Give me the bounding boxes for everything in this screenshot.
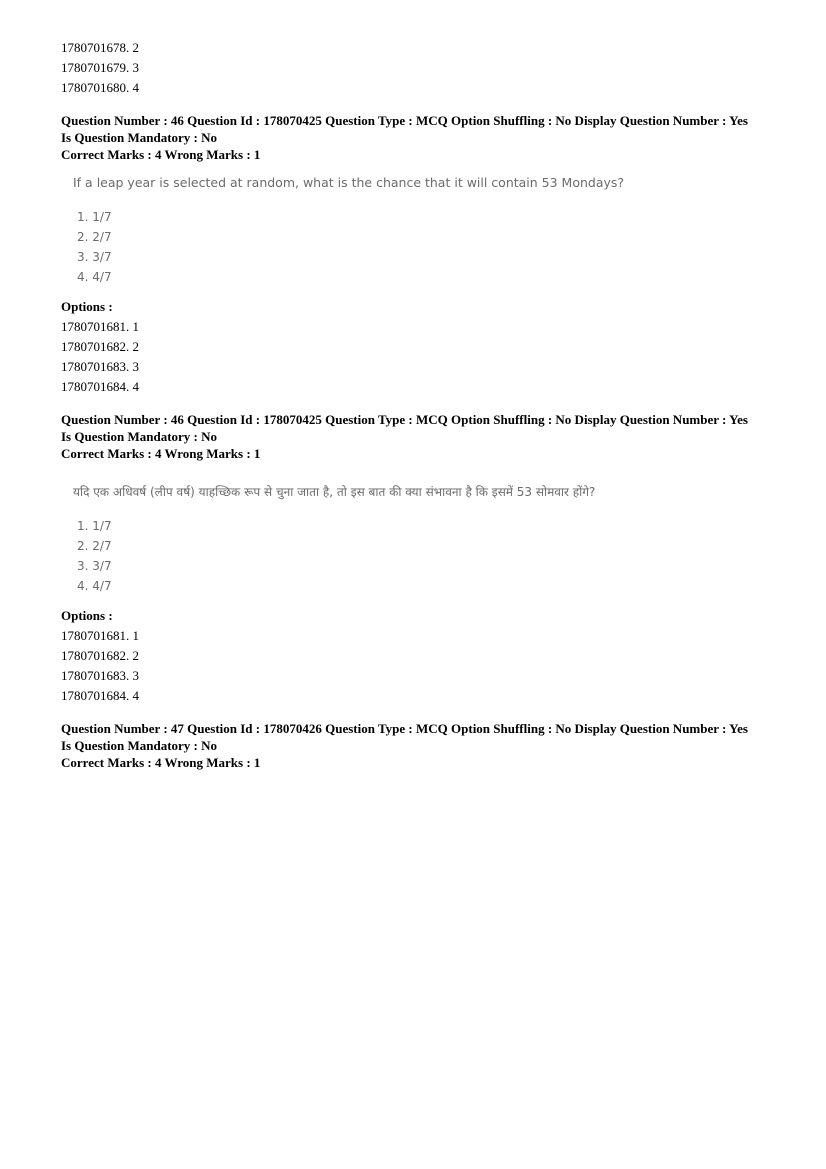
- option-line: 1780701681. 1: [61, 628, 139, 643]
- option-line: 1780701679. 3: [61, 60, 139, 75]
- document-page: [61, 38, 781, 771]
- choice-item: 1. 1/7: [77, 210, 112, 224]
- question-image: [73, 173, 781, 287]
- question-marks: Correct Marks : 4 Wrong Marks : 1: [61, 147, 261, 162]
- question-header: [61, 112, 781, 163]
- choice-item: 3. 3/7: [77, 559, 112, 573]
- option-line: 1780701684. 4: [61, 688, 139, 703]
- question-mandatory: Is Question Mandatory : No: [61, 130, 218, 145]
- option-line: 1780701684. 4: [61, 379, 139, 394]
- question-mandatory: Is Question Mandatory : No: [61, 429, 218, 444]
- choice-item: 4. 4/7: [77, 579, 112, 593]
- question-marks: Correct Marks : 4 Wrong Marks : 1: [61, 446, 261, 461]
- question-meta: Question Number : 46 Question Id : 178070425 Question Type : MCQ Option Shuffling : No Display Question Number : Yes: [61, 113, 748, 128]
- option-line: 1780701682. 2: [61, 339, 139, 354]
- question-meta: Question Number : 47 Question Id : 178070426 Question Type : MCQ Option Shuffling : No Display Question Number : Yes: [61, 721, 748, 736]
- choice-item: 2. 2/7: [77, 539, 112, 553]
- question-choices: [73, 207, 781, 287]
- previous-options-list: [61, 38, 781, 98]
- question-text: यदि एक अधिवर्ष (लीप वर्ष) याहच्छिक रूप से चुना जाता है, तो इस बात की क्या संभावना है कि इसमें 53 सोमवार होंगे?: [73, 485, 596, 499]
- question-choices: [73, 516, 781, 596]
- options-label: Options :: [61, 299, 113, 314]
- choice-item: 3. 3/7: [77, 250, 112, 264]
- choice-item: 4. 4/7: [77, 270, 112, 284]
- question-image: [73, 482, 781, 596]
- question-text: If a leap year is selected at random, what is the chance that it will contain 53 Mondays?: [73, 175, 625, 190]
- option-line: 1780701680. 4: [61, 80, 139, 95]
- question-header: [61, 720, 781, 771]
- question-block: [61, 720, 781, 771]
- question-header: [61, 411, 781, 462]
- option-line: 1780701682. 2: [61, 648, 139, 663]
- choice-item: 2. 2/7: [77, 230, 112, 244]
- question-marks: Correct Marks : 4 Wrong Marks : 1: [61, 755, 261, 770]
- choice-item: 1. 1/7: [77, 519, 112, 533]
- question-block: [61, 112, 781, 397]
- option-line: 1780701681. 1: [61, 319, 139, 334]
- option-line: 1780701678. 2: [61, 40, 139, 55]
- question-block: [61, 411, 781, 706]
- question-mandatory: Is Question Mandatory : No: [61, 738, 218, 753]
- option-line: 1780701683. 3: [61, 668, 139, 683]
- options-label: Options :: [61, 608, 113, 623]
- question-meta: Question Number : 46 Question Id : 178070425 Question Type : MCQ Option Shuffling : No Display Question Number : Yes: [61, 412, 748, 427]
- option-line: 1780701683. 3: [61, 359, 139, 374]
